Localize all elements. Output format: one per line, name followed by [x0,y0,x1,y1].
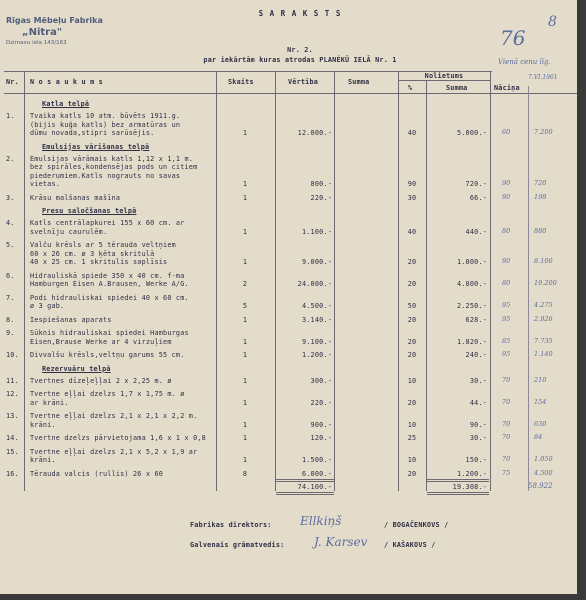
item-description-line: Tērauda valcis (rullis) 26 x 60 [30,469,164,478]
item-description-line: Katls centrālapkurei 155 x 60 cm. ar [30,219,185,227]
section-heading: Emulsijas vārīšanas telpā [42,142,150,151]
margin-value: 1.140 [534,350,553,358]
item-count: 1 [242,227,248,236]
margin-rate: 95 [502,350,511,358]
col-header-count: Skaits [228,78,254,86]
item-description-line: Tvertne eļļai dzelzs 1,7 x 1,75 m. ø [30,390,185,398]
row-number: 7. [6,293,15,302]
margin-rate: 85 [502,336,511,345]
col-header-sum: Summa [348,78,370,86]
item-description-line: Podi hidrauliskai spiedei 40 x 60 cm. [30,293,189,302]
item-value: 1.200.- [301,351,332,359]
item-count: 1 [242,434,248,442]
item-description-line: Emulsijas vārāmais katls 1,12 x 1,1 m. [30,154,194,163]
item-description-line: ar krāni. [30,398,69,407]
item-wear-sum: 240.- [465,351,487,359]
section-heading: Rezervuāru telpā [42,364,111,373]
row-number: 3. [6,193,15,202]
item-description-line: Hidrauliskā spiede 350 x 40 cm. f-ma [30,271,185,280]
item-wear-percent: 20 [407,315,417,324]
col-header-margin: Nāciņa [494,84,520,92]
item-value: 6.000.- [301,469,332,478]
margin-value: 630 [534,419,547,428]
item-wear-sum: 1.200.- [456,469,487,478]
item-value: 1.100.- [301,227,332,236]
total-margin: 58.922 [528,482,553,490]
item-value: 220.- [310,398,332,407]
item-count: 1 [242,129,248,137]
margin-value: 7.735 [534,336,553,345]
item-description-line: dūmu novada,stipri sarūsējis. [30,129,155,137]
margin-value: 720 [534,179,547,187]
item-count: 2 [242,280,248,288]
item-description-line: bez spirāles,kondensējas pods un citiem [30,163,198,171]
item-value: 24.000.- [297,280,332,288]
row-number: 15. [6,447,19,456]
archive-number: 76 [500,26,526,50]
item-count: 1 [242,315,248,324]
item-wear-percent: 50 [407,302,417,310]
row-number: 10. [6,351,19,359]
stamp-line-3: Dzirnavu iela 143/163 [6,40,67,46]
director-name: / BOGAČENKOVS / [384,521,449,529]
item-wear-percent: 10 [407,456,417,464]
item-wear-sum: 30.- [469,434,487,442]
item-wear-percent: 90 [407,180,417,188]
col-header-wear: Nolietums [424,72,464,80]
item-wear-percent: 20 [407,280,417,288]
item-wear-percent: 20 [407,337,417,346]
item-value: 900.- [310,420,332,429]
item-description-line: Tvertnes dīzeļeļļai 2 x 2,25 m. ø [30,376,172,385]
item-description-line: Tvertne eļļai dzelzs 2,1 x 5,2 x 1,9 ar [30,447,198,456]
margin-rate: 75 [502,468,511,477]
item-description-line: Krāsu malšanas mašīna [30,193,121,202]
item-description-line: Tvertne eļļai dzelzs 2,1 x 2,1 x 2,2 m. [30,412,198,420]
item-wear-sum: 44.- [469,398,487,407]
item-value: 1.500.- [301,456,332,464]
page-number: 8 [548,14,557,30]
margin-value: 84 [534,433,543,441]
item-wear-percent: 20 [407,351,417,359]
row-number: 4. [6,219,15,227]
row-number: 1. [6,112,15,120]
col-header-wear-pct: % [408,84,413,92]
item-description-line: Sūknis hidrauliskai spiedei Hamburgas [30,329,189,337]
item-count: 1 [242,420,248,429]
col-header-wear-sum: Summa [446,84,468,92]
item-description-line: svelnīju caurulēm. [30,227,108,236]
row-number: 9. [6,329,15,337]
item-value: 800.- [310,180,332,188]
row-number: 11. [6,376,19,385]
item-wear-sum: 2.250.- [456,302,487,310]
item-value: 9.100.- [301,337,332,346]
total-value: 74.100.- [297,483,332,491]
margin-value: 1.050 [534,455,553,463]
margin-value: 210 [534,375,547,384]
item-description-line: 60 x 26 cm. ø 3 ķēta skritulā [30,249,155,258]
item-wear-percent: 20 [407,398,417,407]
row-number: 14. [6,434,19,442]
row-number: 2. [6,154,15,163]
margin-rate: 70 [502,419,511,428]
row-number: 16. [6,469,19,478]
col-header-nr: Nr. [6,78,19,86]
item-description-line: piederumiem.Katls nograuts no savas [30,171,181,180]
item-count: 1 [242,258,248,266]
margin-value: 198 [534,192,547,201]
item-description-line: Hamburgen Eisen A.Brausen, Werke A/G. [30,280,189,288]
item-count: 1 [242,351,248,359]
margin-rate: 80 [502,226,511,235]
item-description-line: Eisen,Brause Werke ar 4 virzuļiem [30,337,172,346]
accountant-signature: J. Karsev [314,535,368,549]
director-signature: Ellkiņš [300,514,342,528]
item-count: 1 [242,398,248,407]
item-count: 8 [242,469,248,478]
item-wear-percent: 10 [407,420,417,429]
margin-value: 4.500 [534,468,553,477]
item-wear-sum: 720.- [465,180,487,188]
item-description-line: 40 x 25 cm. 1 skritulis saplīsis [30,258,168,266]
row-number: 12. [6,390,19,398]
document-title: S A R A K S T S [258,9,342,18]
section-heading: Katla telpā [42,100,90,108]
item-value: 12.000.- [297,129,332,137]
accountant-label: Galvenais grāmatvedis: [190,541,285,549]
row-number: 13. [6,412,19,420]
item-wear-percent: 20 [407,258,417,266]
item-wear-sum: 4.800.- [456,280,487,288]
item-wear-percent: 40 [407,129,417,137]
margin-rate: 70 [502,455,511,463]
margin-value: 7.200 [534,128,553,136]
item-wear-sum: 30.- [469,376,487,385]
margin-rate: 70 [502,433,511,441]
margin-value: 154 [534,397,547,406]
item-wear-sum: 5.000.- [456,129,487,137]
row-number: 5. [6,241,15,249]
row-number: 6. [6,271,15,280]
item-value: 300.- [310,376,332,385]
item-wear-sum: 90.- [469,420,487,429]
item-value: 3.140.- [301,315,332,324]
margin-value: 880 [534,226,547,235]
item-description-line: (bijis kuģa katls) bez armatūras un [30,120,181,129]
item-wear-percent: 25 [407,434,417,442]
margin-rate: 90 [502,192,511,201]
document-subtitle: par iekārtām kuras atrodas PLANÉKŪ IELĀ Nr. 1 [203,56,397,64]
row-number: 8. [6,315,15,324]
item-count: 1 [242,337,248,346]
total-wear-sum: 19.308.- [452,483,487,491]
margin-rate: 80 [502,279,511,287]
item-description-line: ø 3 gab. [30,302,65,310]
item-description-line: vietas. [30,180,61,188]
item-count: 1 [242,180,248,188]
margin-rate: 90 [502,257,511,265]
item-wear-sum: 150.- [465,456,487,464]
item-value: 120.- [310,434,332,442]
item-wear-percent: 30 [407,193,417,202]
item-description-line: Divvalšu krēsls,veltņu garums 55 cm. [30,351,185,359]
item-wear-percent: 40 [407,227,417,236]
item-wear-sum: 1.800.- [456,258,487,266]
margin-rate: 60 [502,128,511,136]
item-count: 1 [242,456,248,464]
margin-note-top: Vienā cenu līg. [498,58,551,66]
item-description-line: Tvaika katls 10 atm. būvēts 1911.g. [30,112,181,120]
item-wear-sum: 440.- [465,227,487,236]
item-wear-sum: 66.- [469,193,487,202]
margin-rate: 95 [502,314,511,323]
item-description-line: krāni. [30,420,56,429]
item-description-line: krāni. [30,456,56,464]
item-description-line: Tvertne dzelzs pārvietojama 1,6 x 1 x 0,8 [30,434,206,442]
margin-value: 2.926 [534,314,553,323]
item-count: 1 [242,193,248,202]
accountant-name: / KAŠAKOVS / [384,541,436,549]
item-description-line: Iespiešanas aparats [30,315,112,324]
margin-rate: 70 [502,375,511,384]
item-description-line: Valču krēsls ar 5 tērauda veltņiem [30,241,176,249]
margin-value: 4.275 [534,301,553,309]
margin-rate: 95 [502,301,511,309]
stamp-line-2: „Nitra" [22,27,63,38]
col-header-name: N o s a u k u m s [30,78,103,86]
margin-rate: 70 [502,397,511,406]
item-count: 1 [242,376,248,385]
item-wear-percent: 20 [407,469,417,478]
col-header-value: Vērtība [288,78,319,86]
fabric-stamp [6,16,103,46]
item-wear-sum: 628.- [465,315,487,324]
item-value: 220.- [310,193,332,202]
document-number: Nr. 2. [287,46,313,54]
item-count: 5 [242,302,248,310]
margin-value: 19.200 [534,279,557,287]
director-label: Fabrikas direktors: [190,521,272,529]
stamp-line-1: Rīgas Mēbeļu Fabrika [6,16,103,25]
section-heading: Presu saločšanas telpā [42,207,137,215]
margin-rate: 90 [502,179,511,187]
margin-value: 8.100 [534,257,553,265]
item-value: 9.000.- [301,258,332,266]
item-value: 4.500.- [301,302,332,310]
item-wear-percent: 10 [407,376,417,385]
item-wear-sum: 1.820.- [456,337,487,346]
margin-note-date: 7.VI.1961 [528,74,558,81]
